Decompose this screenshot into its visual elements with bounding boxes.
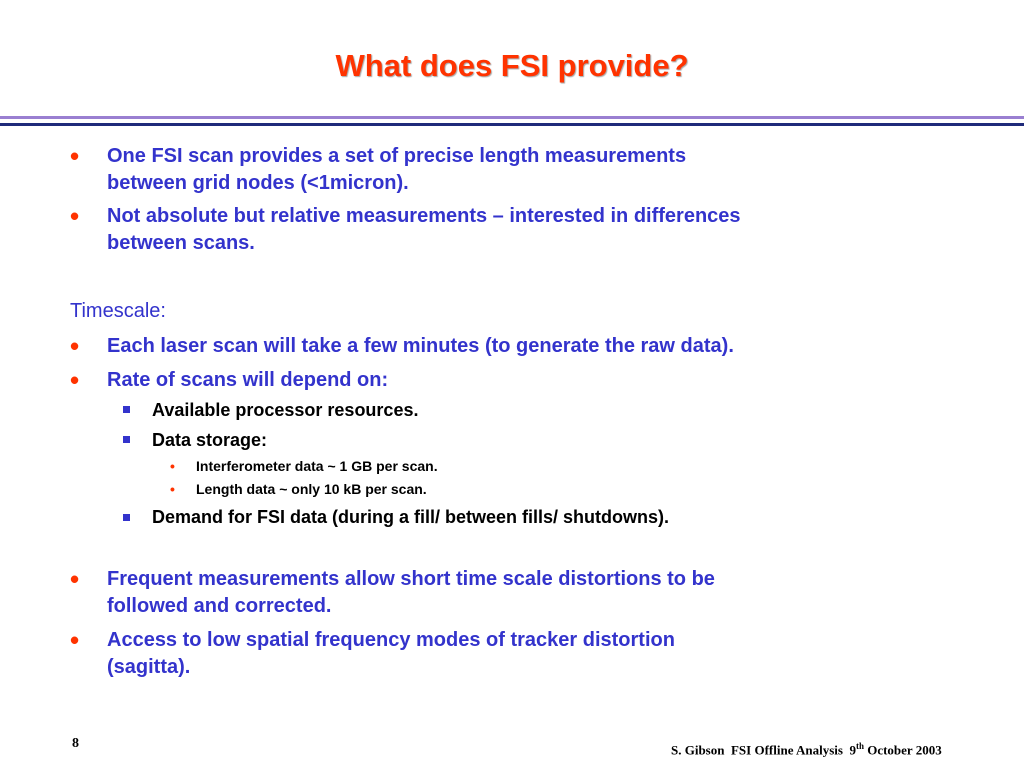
- sub-item-3: Demand for FSI data (during a fill/ between fills/ shutdowns).: [152, 507, 670, 527]
- title-divider-light: [0, 116, 1024, 119]
- bullet-text-1: One FSI scan provides a set of precise length measurements between grid nodes (<1micron).: [107, 145, 687, 194]
- square-bullet-icon: [123, 406, 130, 413]
- bullet-dot-icon: •: [70, 625, 80, 655]
- bullet-dot-icon: •: [70, 141, 80, 171]
- footer-credit: [671, 741, 942, 758]
- small-bullet-icon: •: [170, 458, 175, 474]
- sub-sub-item-1: Interferometer data ~ 1 GB per scan.: [196, 458, 438, 474]
- slide-title: What does FSI provide?: [335, 48, 689, 83]
- page-number: 8: [72, 736, 79, 751]
- footer-talk: FSI Offline Analysis: [730, 742, 843, 758]
- footer-date-day: 9: [849, 742, 856, 758]
- square-bullet-icon: [123, 514, 130, 521]
- timescale-heading: Timescale:: [70, 300, 166, 322]
- footer-date-rest: October 2003: [867, 742, 942, 758]
- bullet-text-4: Access to low spatial frequency modes of tracker distortion (sagitta).: [107, 629, 675, 678]
- footer-date-suffix: th: [855, 741, 864, 751]
- bullet-dot-icon: •: [70, 331, 80, 361]
- bullet-dot-icon: •: [70, 365, 80, 395]
- title-divider-dark: [0, 123, 1024, 126]
- square-bullet-icon: [123, 436, 130, 443]
- bullet-dot-icon: •: [70, 564, 80, 594]
- sub-item-2: Data storage:: [152, 430, 268, 450]
- timescale-bullet-2: Rate of scans will depend on:: [107, 369, 389, 391]
- bullet-dot-icon: •: [70, 201, 80, 231]
- footer-author: S. Gibson: [671, 742, 725, 758]
- sub-sub-item-2: Length data ~ only 10 kB per scan.: [196, 481, 427, 497]
- small-bullet-icon: •: [170, 481, 175, 497]
- bullet-text-2: Not absolute but relative measurements – interested in differences between scans.: [107, 205, 741, 254]
- sub-item-1: Available processor resources.: [152, 400, 419, 420]
- timescale-bullet-1: Each laser scan will take a few minutes (to generate the raw data).: [107, 335, 734, 357]
- bullet-text-3: Frequent measurements allow short time scale distortions to be followed and corrected.: [107, 568, 715, 617]
